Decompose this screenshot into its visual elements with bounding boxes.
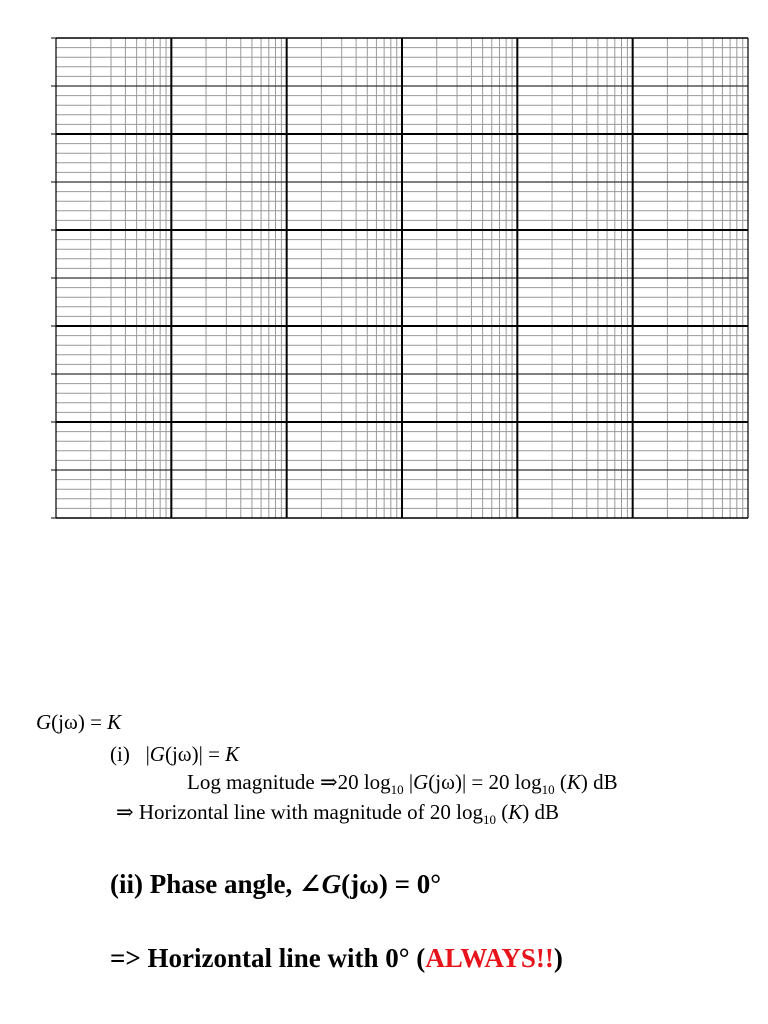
magnitude-definition-line: (i) |G(jω)| = K — [110, 742, 240, 766]
phase-angle-heading: (ii) Phase angle, ∠G(jω) = 0° — [110, 869, 442, 899]
phase-conclusion-line: => Horizontal line with 0° (ALWAYS!!) — [110, 943, 563, 973]
horizontal-magnitude-line: ⇒ Horizontal line with magnitude of 20 $\log_{10} (K)$ dB — [116, 800, 559, 827]
transfer-function-line: G(jω) = K — [36, 710, 122, 734]
always-emphasis: ALWAYS!! — [425, 943, 554, 973]
log-magnitude-line: Log magnitude ⇒20 $\log_{10} |G(j\omega)| = 20$ $\log_{10} (K)$ dB — [187, 770, 618, 797]
